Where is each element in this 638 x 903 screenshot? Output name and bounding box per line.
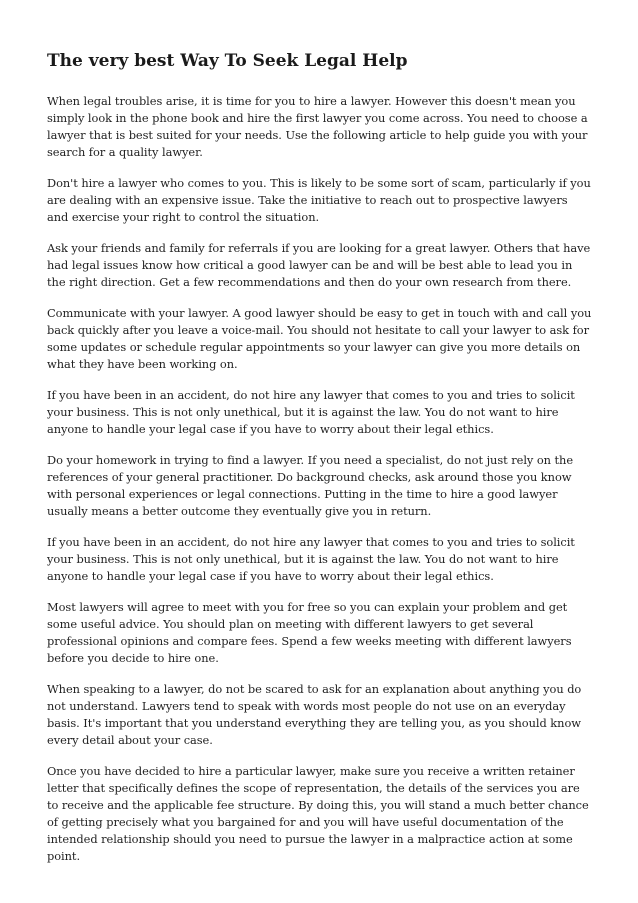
paragraph-5: If you have been in an accident, do not hire any lawyer that comes to you and tries to solicit your business. This is not only unethical, but it is against the law. You do not want to hire anyone to handle your legal case if you have to worry about their legal ethics.	[47, 388, 575, 436]
paragraph-2: Don't hire a lawyer who comes to you. This is likely to be some sort of scam, particularly if you are dealing with an expensive issue. Take the initiative to reach out to prospective lawyers and exercise your right to control the situation.	[47, 176, 591, 224]
paragraph-7: If you have been in an accident, do not hire any lawyer that comes to you and tries to solicit your business. This is not only unethical, but it is against the law. You do not want to hire anyone to handle your legal case if you have to worry about their legal ethics.	[47, 535, 575, 583]
paragraph-6: Do your homework in trying to find a lawyer. If you need a specialist, do not just rely on the references of your general practitioner. Do background checks, ask around those you know with personal experiences or legal connections. Putting in the time to hire a good lawyer usually means a better outcome they eventually give you in return.	[47, 453, 574, 518]
paragraph-8: Most lawyers will agree to meet with you for free so you can explain your problem and get some useful advice. You should plan on meeting with different lawyers to get several professional opinions and compare fees. Spend a few weeks meeting with different lawyers before you decide to hire one.	[47, 600, 572, 665]
paragraph-4: Communicate with your lawyer. A good lawyer should be easy to get in touch with and call you back quickly after you leave a voice-mail. You should not hesitate to call your lawyer to ask for some updates or schedule regular appointments so your lawyer can give you more details on what they have been working on.	[47, 306, 592, 371]
paragraph-9: When speaking to a lawyer, do not be scared to ask for an explanation about anything you do not understand. Lawyers tend to speak with words most people do not use on an everyday basis. It's important that you understand everything they are telling you, as you should know every detail about your case.	[47, 682, 582, 747]
paragraph-1: When legal troubles arise, it is time for you to hire a lawyer. However this doesn't mean you simply look in the phone book and hire the first lawyer you come across. You need to choose a lawyer that is best suited for your needs. Use the following article to help guide you with your search for a quality lawyer.	[47, 94, 588, 159]
paragraph-3: Ask your friends and family for referrals if you are looking for a great lawyer. Others that have had legal issues know how critical a good lawyer can be and will be best able to lead you in the right direction. Get a few recommendations and then do your own research from there.	[47, 241, 591, 289]
document-title: The very best Way To Seek Legal Help	[47, 51, 408, 71]
paragraph-10: Once you have decided to hire a particular lawyer, make sure you receive a written retainer letter that specifically defines the scope of representation, the details of the services you are to receive and the applicable fee structure. By doing this, you will stand a much better chance of getting precisely what you bargained for and you will have useful documentation of the intended relationship should you need to pursue the lawyer in a malpractice action at some point.	[47, 764, 589, 863]
